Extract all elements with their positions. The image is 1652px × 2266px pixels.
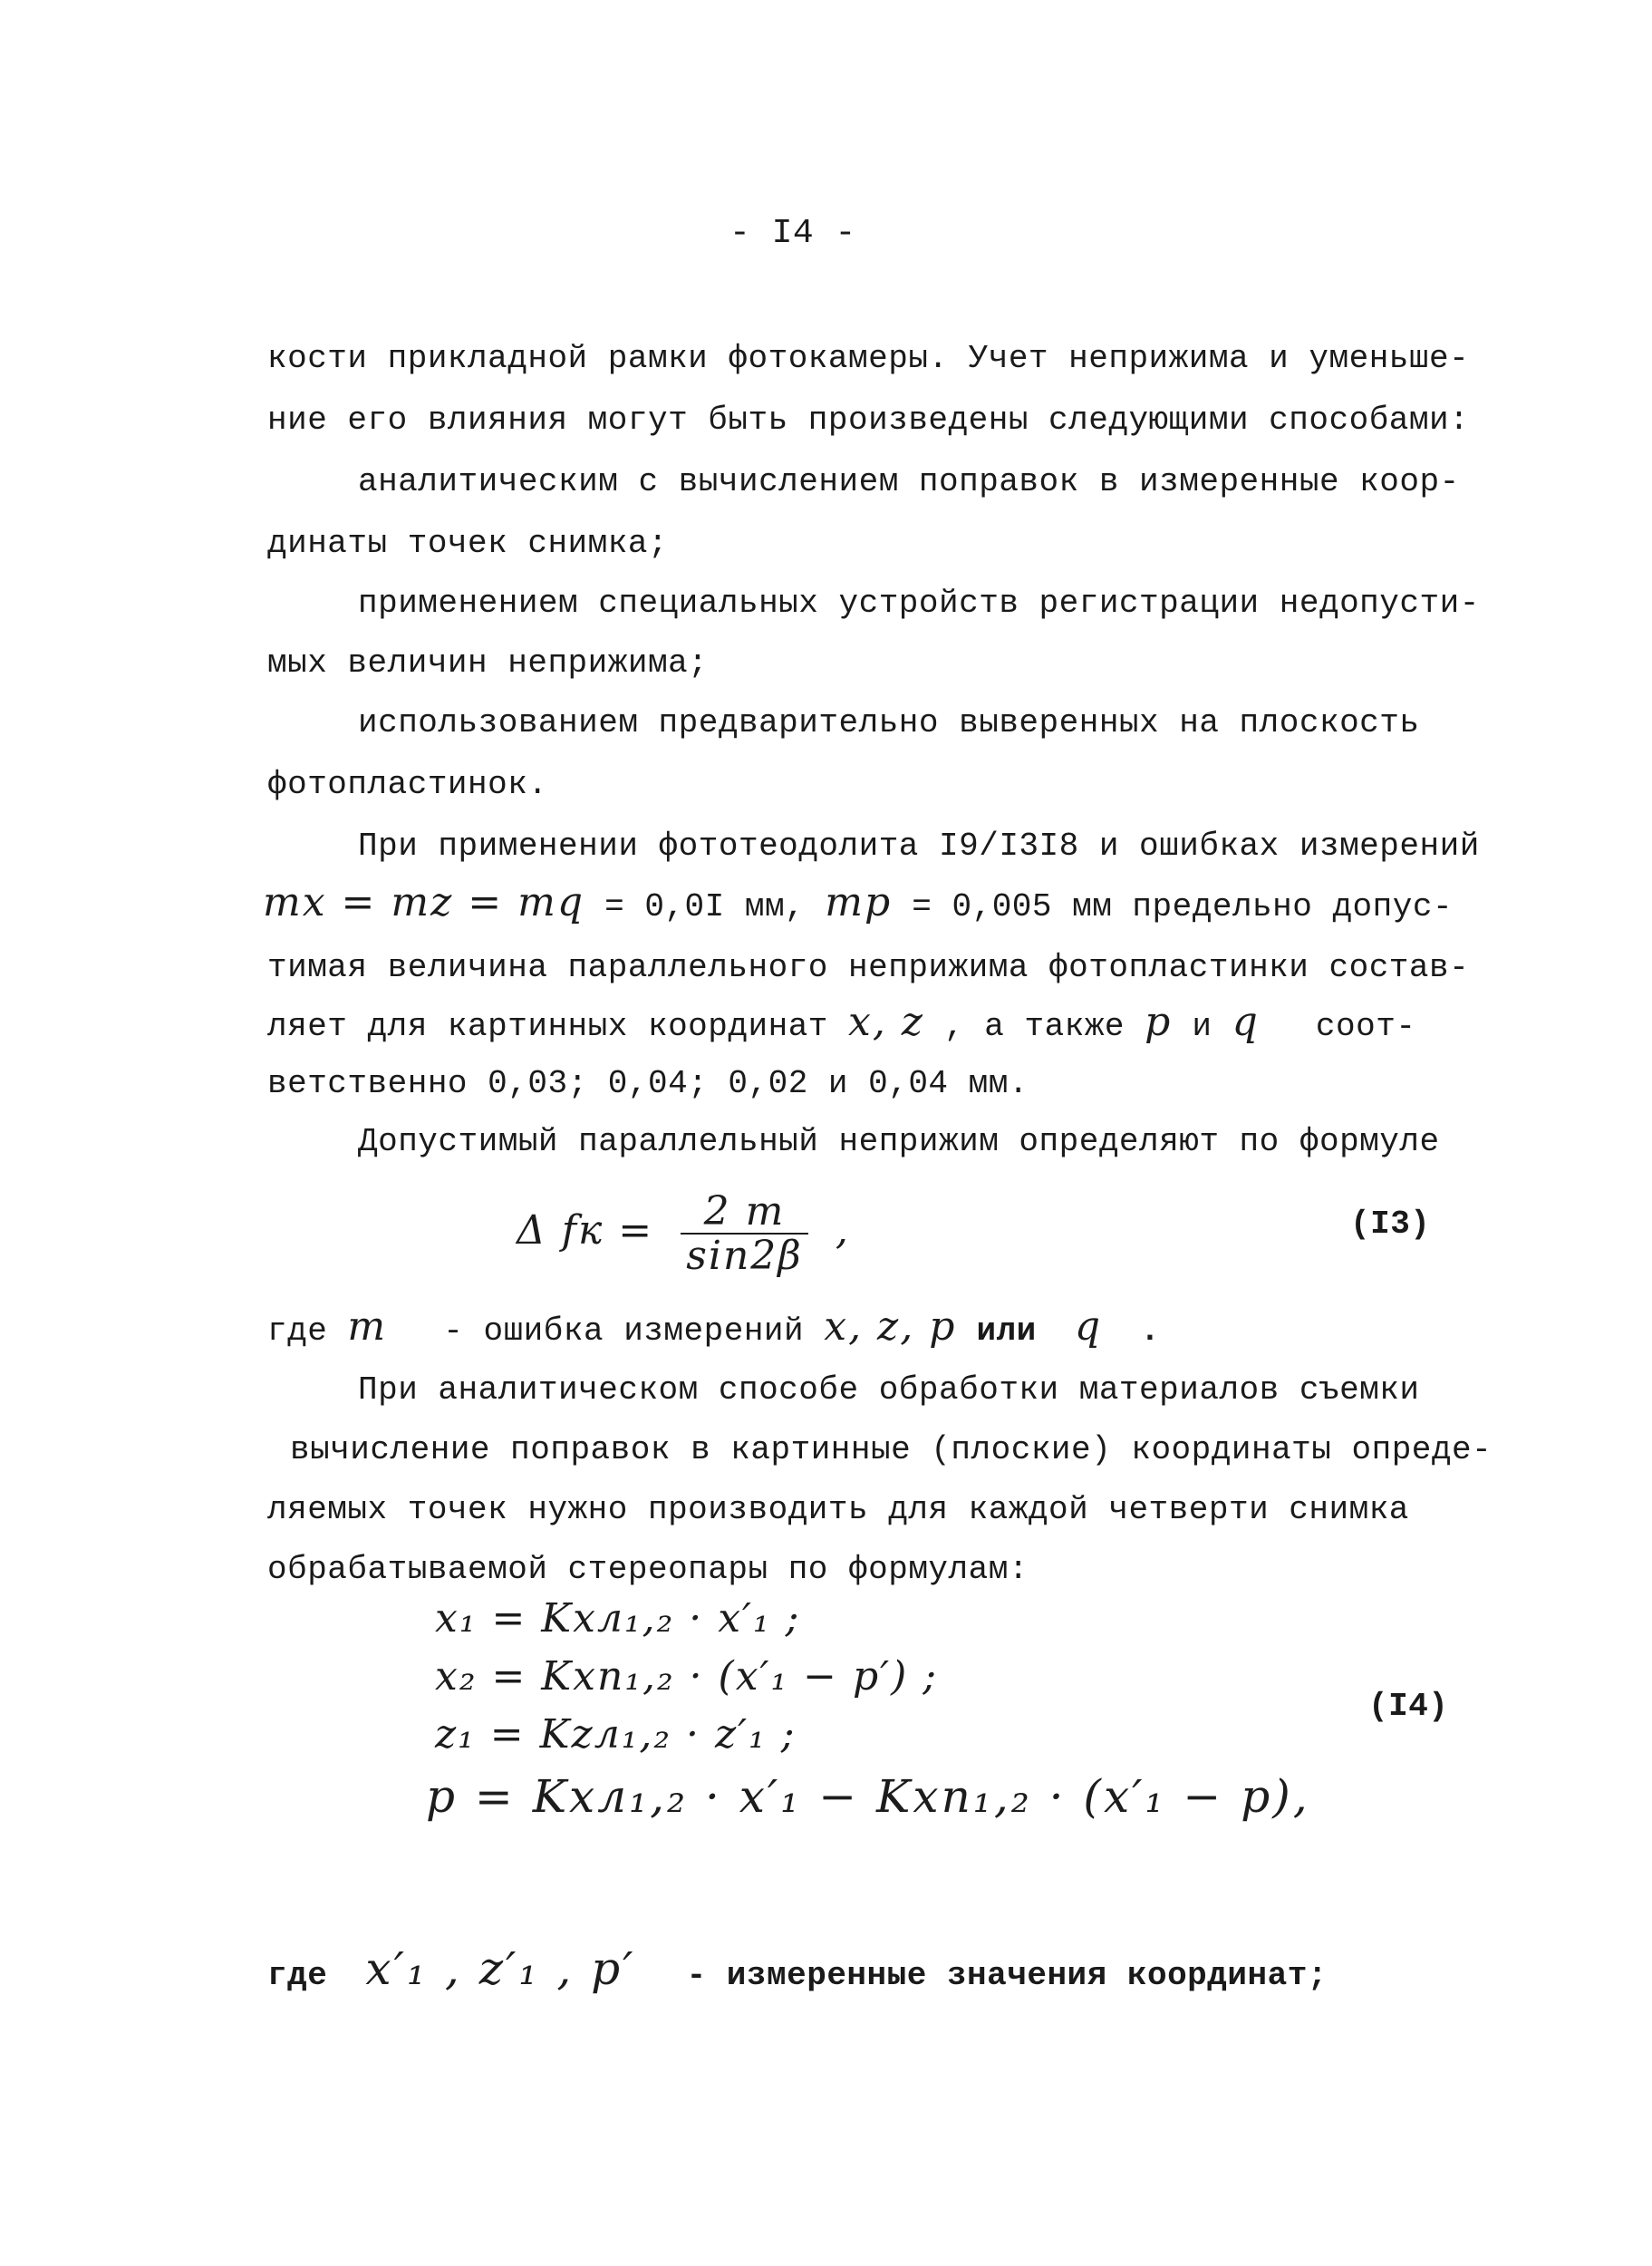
text-fragment: и	[1192, 1008, 1212, 1045]
list-item-line: применением специальных устройств регистрации недопусти-	[358, 585, 1480, 622]
list-item-line: мых величин неприжима;	[267, 644, 709, 682]
list-item-line: аналитическим с вычислением поправок в измеренные коор-	[358, 463, 1460, 500]
equation-number: (I4)	[1368, 1688, 1449, 1725]
handwritten-formula: mx = mz = mq	[263, 879, 585, 925]
text-fragment: ляет для картинных координат	[267, 1008, 828, 1045]
page-number: - I4 -	[729, 214, 856, 253]
paragraph-line: При применении фототеодолита I9/I3I8 и ошибках измерений	[358, 828, 1480, 865]
paragraph-line: ние его влияния могут быть произведены следующими способами:	[267, 402, 1470, 439]
paragraph-line	[267, 1001, 1415, 1049]
handwritten-formula: q	[1074, 1303, 1103, 1350]
paragraph-line: вычисление поправок в картинные (плоские) координаты опреде-	[290, 1431, 1493, 1468]
handwritten-formula: m	[347, 1303, 388, 1350]
paragraph-line: ветственно 0,03; 0,04; 0,02 и 0,04 мм.	[267, 1065, 1029, 1102]
handwritten-formula: x′₁ , z′₁ , p′	[365, 1942, 636, 1995]
text-fragment: = 0,005 мм предельно допус-	[912, 888, 1454, 925]
handwritten-formula: q	[1232, 999, 1260, 1045]
text-fragment: - измеренные значения координат;	[686, 1957, 1328, 1994]
paragraph-line: ляемых точек нужно производить для каждой четверти снимка	[267, 1491, 1409, 1528]
equation-13	[517, 1187, 850, 1279]
handwritten-formula: x, z, p	[824, 1303, 957, 1350]
fraction-numerator: 2 m	[681, 1191, 807, 1235]
paragraph-line: Допустимый параллельный неприжим определяют по формуле	[358, 1123, 1440, 1160]
text-fragment: где	[267, 1957, 328, 1994]
paragraph-line: При аналитическом способе обработки материалов съемки	[358, 1371, 1420, 1409]
handwritten-formula: mp	[825, 879, 893, 925]
text-fragment: .	[1140, 1312, 1161, 1350]
text-fragment: соот-	[1315, 1008, 1416, 1045]
equation-lhs: Δ fк =	[517, 1207, 654, 1254]
handwritten-formula: x, z	[848, 999, 924, 1045]
text-fragment: - ошибка измерений	[443, 1312, 805, 1350]
text-fragment: = 0,0I мм,	[604, 888, 806, 925]
equation-fraction	[681, 1188, 807, 1280]
where-line	[267, 1305, 1160, 1353]
paragraph-line: обрабатываемой стереопары по формулам:	[267, 1551, 1029, 1588]
equation-14-line: z₁ = Kzл₁,₂ · z′₁ ;	[435, 1711, 797, 1758]
text-fragment: или	[976, 1312, 1037, 1350]
paragraph-line: кости прикладной рамки фотокамеры. Учет неприжима и уменьше-	[267, 340, 1470, 377]
equation-tail: ,	[835, 1207, 850, 1254]
equation-14-line: x₁ = Kxл₁,₂ · x′₁ ;	[435, 1595, 801, 1641]
handwritten-formula: p	[1145, 999, 1173, 1045]
list-item-line: динаты точек снимка;	[267, 525, 669, 562]
paragraph-line: тимая величина параллельного неприжима фотопластинки состав-	[267, 949, 1470, 986]
list-item-line: использованием предварительно выверенных на плоскость	[358, 704, 1420, 741]
text-fragment: , а также	[944, 1008, 1125, 1045]
equation-number: (I3)	[1350, 1206, 1431, 1243]
text-fragment: где	[267, 1312, 328, 1350]
equation-14-line: x₂ = Kxп₁,₂ · (x′₁ − p′) ;	[435, 1653, 939, 1700]
paragraph-line	[263, 881, 1453, 929]
equation-14-line: p = Kxл₁,₂ · x′₁ − Kxп₁,₂ · (x′₁ − p),	[426, 1770, 1310, 1823]
fraction-denominator: sin2β	[686, 1233, 803, 1280]
where-line	[267, 1942, 1328, 1998]
list-item-line: фотопластинок.	[267, 766, 548, 803]
